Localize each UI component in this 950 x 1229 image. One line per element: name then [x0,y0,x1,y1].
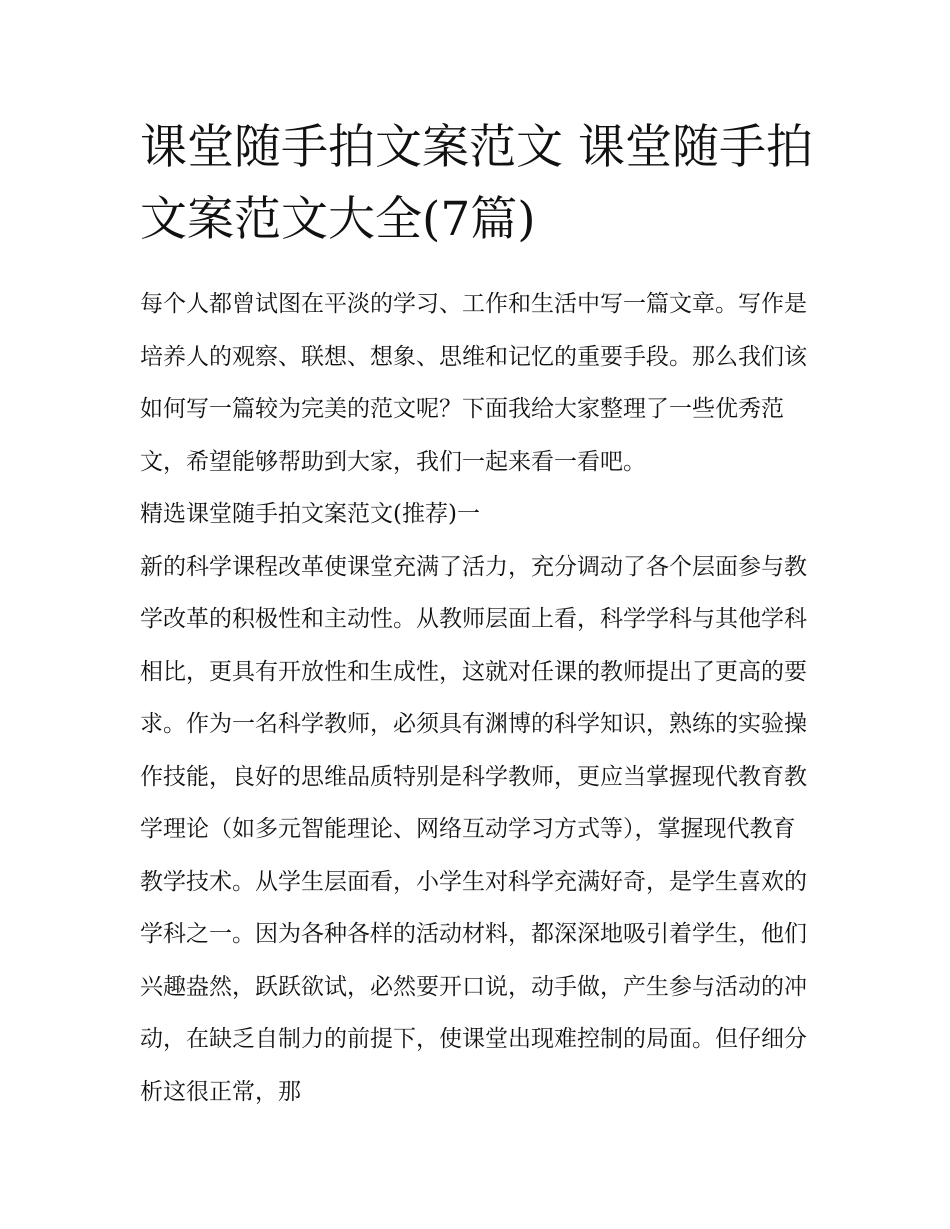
document-body [140,278,816,1118]
intro-paragraph: 每个人都曾试图在平淡的学习、工作和生活中写一篇文章。写作是培养人的观察、联想、想象、思维和记忆的重要手段。那么我们该如何写一篇较为完美的范文呢？下面我给大家整理了一些优秀范文，希望能够帮助到大家，我们一起来看一看吧。 [140,291,807,475]
document-title: 课堂随手拍文案范文 课堂随手拍文案范文大全(7篇) [140,120,813,247]
section-paragraph: 新的科学课程改革使课堂充满了活力，充分调动了各个层面参与教学改革的积极性和主动性。从教师层面上看，科学学科与其他学科相比，更具有开放性和生成性，这就对任课的教师提出了更高的要求。作为一名科学教师，必须具有渊博的科学知识，熟练的实验操作技能，良好的思维品质特别是科学教师，更应当掌握现代教育教学理论（如多元智能理论、网络互动学习方式等），掌握现代教育教学技术。从学生层面看，小学生对科学充满好奇，是学生喜欢的学科之一。因为各种各样的活动材料，都深深地吸引着学生，他们兴趣盎然，跃跃欲试，必然要开口说，动手做，产生参与活动的冲动，在缺乏自制力的前提下，使课堂出现难控制的局面。但仔细分析这很正常，那 [140,553,807,1105]
section-heading: 精选课堂随手拍文案范文(推荐)一 [140,501,480,527]
